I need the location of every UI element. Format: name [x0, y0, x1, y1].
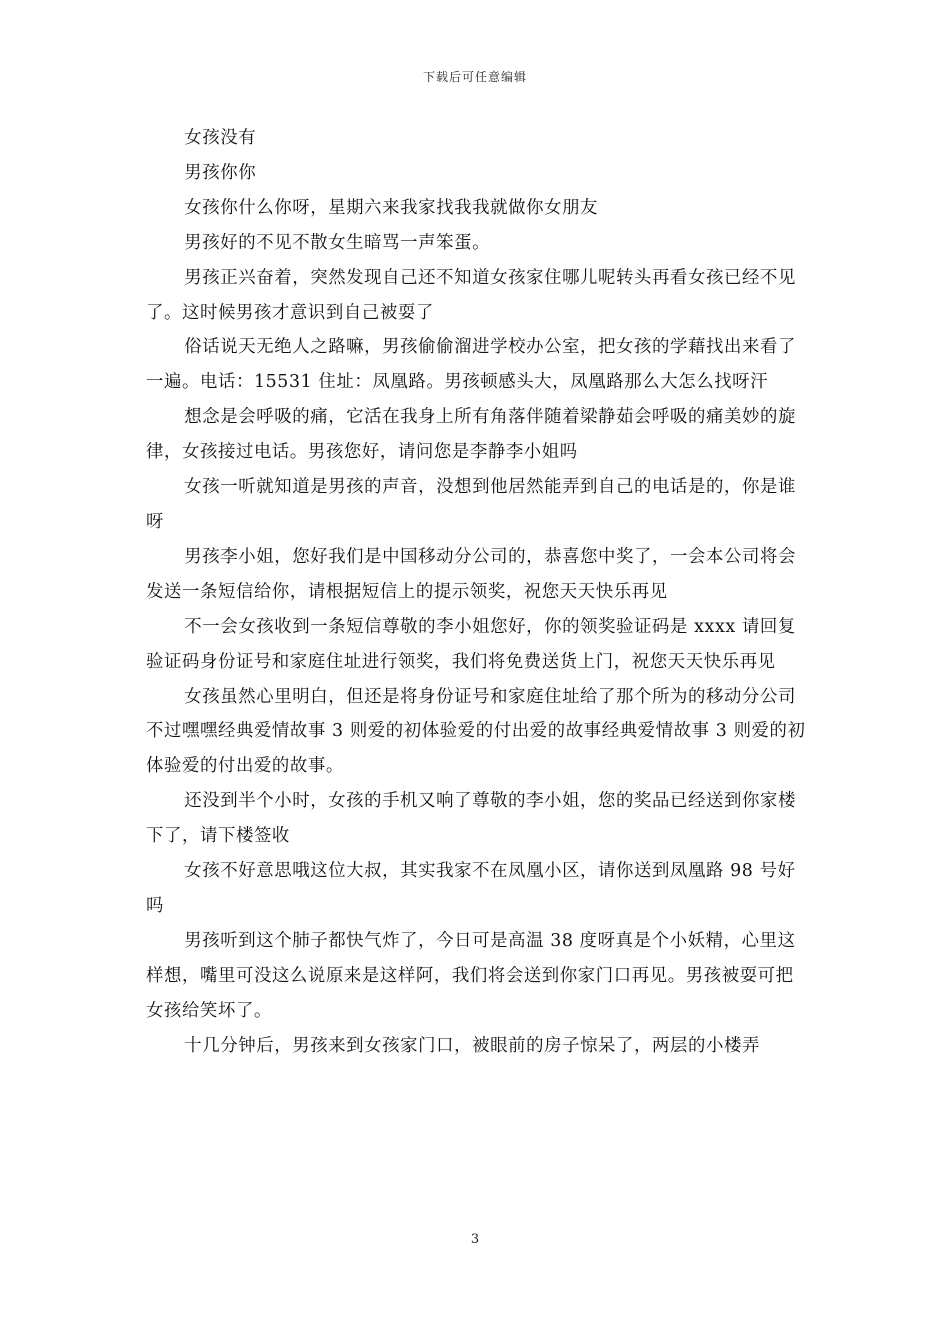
paragraph: 十几分钟后，男孩来到女孩家门口，被眼前的房子惊呆了，两层的小楼弄 — [184, 1035, 760, 1056]
paragraph: 女孩虽然心里明白，但还是将身份证号和家庭住址给了那个所为的移动分公司不过嘿嘿经典爱情故事 3 则爱的初体验爱的付出爱的故事经典爱情故事 3 则爱的初体验爱的付出爱的故事。 — [146, 686, 806, 777]
paragraph: 男孩听到这个肺子都快气炸了，今日可是高温 38 度呀真是个小妖精，心里这样想，嘴里可没这么说原来是这样阿，我们将会送到你家门口再见。男孩被耍可把女孩给笑坏了。 — [146, 930, 796, 1021]
paragraph: 女孩不好意思哦这位大叔，其实我家不在凤凰小区，请你送到凤凰路 98 号好吗 — [146, 861, 796, 916]
page-header: 下载后可任意编辑 — [422, 70, 527, 84]
paragraph: 女孩一听就知道是男孩的声音，没想到他居然能弄到自己的电话是的，你是谁呀 — [146, 477, 796, 532]
document-body — [146, 121, 808, 1063]
paragraph: 男孩李小姐，您好我们是中国移动分公司的，恭喜您中奖了，一会本公司将会发送一条短信给你，请根据短信上的提示领奖，祝您天天快乐再见 — [146, 546, 796, 602]
paragraph: 还没到半个小时，女孩的手机又响了尊敬的李小姐，您的奖品已经送到你家楼下了，请下楼签收 — [146, 791, 796, 847]
paragraph: 想念是会呼吸的痛，它活在我身上所有角落伴随着梁静茹会呼吸的痛美妙的旋律，女孩接过电话。男孩您好，请问您是李静李小姐吗 — [146, 407, 796, 463]
paragraph: 不一会女孩收到一条短信尊敬的李小姐您好，你的领奖验证码是 xxxx 请回复验证码身份证号和家庭住址进行领奖，我们将免费送货上门，祝您天天快乐再见 — [146, 616, 796, 672]
paragraph: 男孩正兴奋着，突然发现自己还不知道女孩家住哪儿呢转头再看女孩已经不见了。这时候男孩才意识到自己被耍了 — [146, 267, 796, 323]
paragraph: 女孩你什么你呀，星期六来我家找我我就做你女朋友 — [184, 197, 599, 218]
paragraph: 男孩你你 — [184, 162, 257, 183]
paragraph: 俗话说天无绝人之路嘛，男孩偷偷溜进学校办公室，把女孩的学藉找出来看了一遍。电话：15531 住址：凤凰路。男孩顿感头大，凤凰路那么大怎么找呀汗 — [146, 337, 796, 393]
page-number: 3 — [470, 1232, 480, 1247]
paragraph: 女孩没有 — [184, 128, 257, 148]
paragraph: 男孩好的不见不散女生暗骂一声笨蛋。 — [184, 232, 491, 253]
